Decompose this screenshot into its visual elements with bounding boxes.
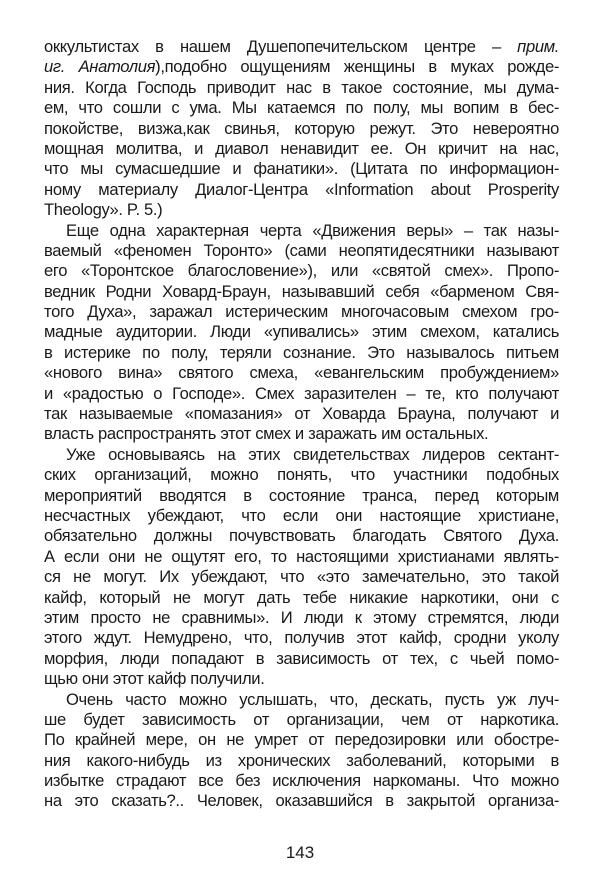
text-line: покойстве, визжа,как свинья, которую режут. Это невероятно [44,118,559,138]
text-line: ному материалу Диалог-Центра «Information about Prosperity [44,179,559,199]
paragraph-1 [44,37,559,221]
text-line: щью они этот кайф получили. [44,669,265,689]
text-line: ем, что сошли с ума. Мы катаемся по полу, мы вопим в бес- [44,98,559,118]
text-line: ния какого-нибудь из хронических заболеваний, которыми в [44,750,559,770]
text-line: на это сказать?.. Человек, оказавшийся в закрытой организа- [44,791,559,811]
page-number: 143 [285,843,315,862]
text-line: и «радостью о Господе». Смех заразителен – те, кто получают [44,383,559,403]
text-line: иг. Анатолия),подобно ощущениям женщины в муках рожде- [44,57,560,77]
text-line: мощная молитва, и диавол ненавидит ее. Он кричит на нас, [44,138,559,158]
text-line: ше будет зависимость от организации, чем от наркотика. [44,709,559,729]
text-line: его «Торонтское благословение»), или «святой смех». Пропо- [44,261,559,281]
text-line: По крайней мере, он не умрет от передозировки или обостре- [44,730,559,750]
text-line: ния. Когда Господь приводит нас в такое состояние, мы дума- [44,77,559,97]
text-line: оккультистах в нашем Душепопечительском центре – прим. [44,37,559,56]
text-line: ся не могут. Их убеждают, что «это замечательно, это такой [44,567,559,587]
text-line: А если они не ощутят его, то настоящими христианами являть- [44,546,559,566]
text-line: «нового вина» святого смеха, «евангельским пробуждением» [44,363,559,383]
text-line: этим просто не сравнимы». И люди к этому стремятся, люди [44,607,559,627]
text-line: несчастных убеждают, что если они настоящие христиане, [44,505,559,525]
text-line: так называемые «помазания» от Ховарда Брауна, получают и [44,404,559,424]
text-line: ских организаций, можно понять, что участники подобных [44,465,559,485]
text-line: избытке страдают все без исключения наркоманы. Что можно [44,771,559,791]
text-line: мероприятий вводятся в состояние транса, перед которым [44,485,559,505]
page-body [44,37,559,812]
text-line: Очень часто можно услышать, что, дескать, пусть уж луч- [66,689,559,709]
text-line: мадные аудитории. Люди «упивались» этим смехом, катались [44,322,559,342]
text-line: ваемый «феномен Торонто» (сами неопятидесятники называют [44,240,559,260]
text-line: того Духа», заражал истерическим многочасовым смехом гро- [44,302,559,322]
text-line: Еще одна характерная черта «Движения веры» – так назы- [66,220,559,240]
text-line: морфия, люди попадают в зависимость от тех, с чьей помо- [44,648,559,668]
text-line: ведник Родни Ховард-Браун, называвший себя «барменом Свя- [44,281,559,301]
text-line: этого ждут. Немудрено, что, получив этот кайф, сродни уколу [44,628,559,648]
text-line: в истерике по полу, теряли сознание. Это называлось питьем [44,342,559,362]
paragraph-3 [44,445,559,690]
text-line: обязательно должны почувствовать благодать Святого Духа. [44,526,559,546]
paragraph-2 [44,221,559,445]
text-line: Theology». P. 5.) [44,200,163,220]
paragraph-4 [44,690,559,812]
text-line: кайф, который не могут дать тебе никакие наркотики, они с [44,587,559,607]
text-line: что мы сумасшедшие и фанатики». (Цитата по информацион- [44,159,559,179]
text-line: власть распространять этот смех и заражать им остальных. [44,424,489,444]
text-line: Уже основываясь на этих свидетельствах лидеров сектант- [66,444,559,464]
